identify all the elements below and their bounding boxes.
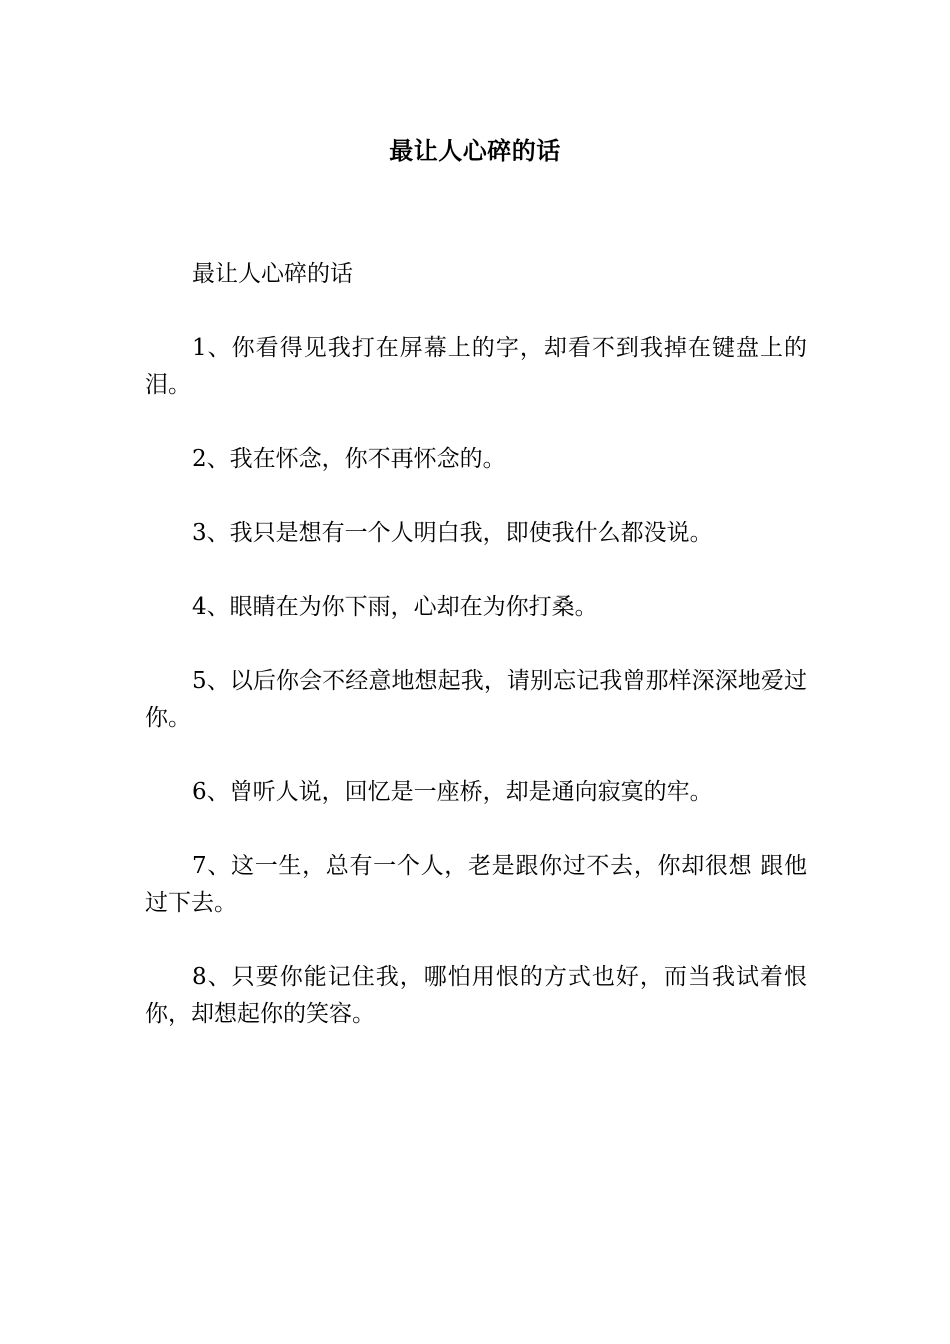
paragraph-item-6: 6、曾听人说，回忆是一座桥，却是通向寂寞的牢。 <box>192 779 713 805</box>
document-body <box>145 256 807 1033</box>
document-title: 最让人心碎的话 <box>389 136 561 165</box>
paragraph-heading: 最让人心碎的话 <box>192 261 353 287</box>
paragraph-item-2: 2、我在怀念，你不再怀念的。 <box>192 446 506 472</box>
paragraph-item-4: 4、眼睛在为你下雨，心却在为你打桑。 <box>192 594 598 620</box>
paragraph-item-5: 5、以后你会不经意地想起我，请别忘记我曾那样深深地爱过你。 <box>145 668 807 731</box>
paragraph-item-3: 3、我只是想有一个人明白我，即使我什么都没说。 <box>192 520 713 546</box>
paragraph-item-8: 8、只要你能记住我，哪怕用恨的方式也好，而当我试着恨你，却想起你的笑容。 <box>145 964 807 1027</box>
paragraph-item-1: 1、你看得见我打在屏幕上的字，却看不到我掉在键盘上的泪。 <box>145 335 807 398</box>
paragraph-item-7: 7、这一生，总有一个人，老是跟你过不去，你却很想 跟他过下去。 <box>145 853 807 916</box>
